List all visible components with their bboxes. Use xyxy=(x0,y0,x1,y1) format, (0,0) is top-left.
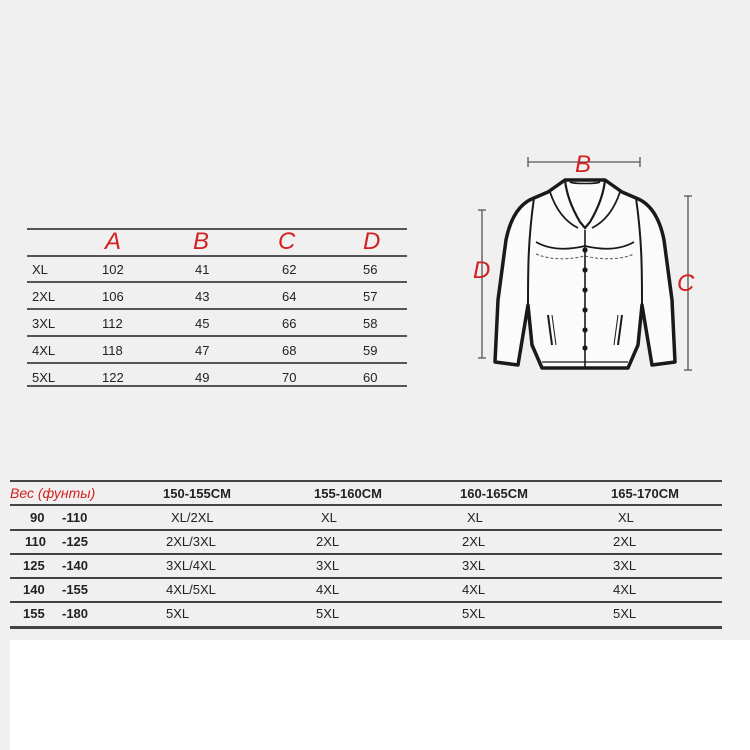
table-rule xyxy=(27,255,407,257)
table-rule xyxy=(10,553,722,555)
table-cell: 3XL xyxy=(613,558,637,573)
size-label: XL xyxy=(32,262,48,277)
weight-to: -155 xyxy=(62,582,89,597)
table-cell: 5XL xyxy=(316,606,340,621)
column-header-a: A xyxy=(105,228,122,255)
table-cell: 3XL xyxy=(316,558,340,573)
table-rule xyxy=(27,335,407,337)
table-cell: 57 xyxy=(363,289,378,304)
column-header-d: D xyxy=(363,228,381,255)
weight-to: -140 xyxy=(62,558,89,573)
table-cell: 49 xyxy=(195,370,210,385)
table-cell: 106 xyxy=(102,289,124,304)
table-cell: 2XL xyxy=(462,534,486,549)
table-cell: 4XL xyxy=(613,582,637,597)
table-cell: 112 xyxy=(102,316,123,331)
table-cell: 68 xyxy=(282,343,297,358)
measure-label-c: C xyxy=(677,270,695,297)
size-label: 2XL xyxy=(32,289,56,304)
table-rule xyxy=(10,504,722,506)
size-label: 5XL xyxy=(32,370,56,385)
weight-to: -180 xyxy=(62,606,89,621)
table-cell: 62 xyxy=(282,262,297,277)
weight-from: 125 xyxy=(23,558,45,573)
weight-from: 155 xyxy=(23,606,45,621)
table-cell: 70 xyxy=(282,370,297,385)
table-rule xyxy=(27,308,407,310)
weight-from: 90 xyxy=(30,510,45,525)
table-cell: 118 xyxy=(102,343,123,358)
table-cell: 41 xyxy=(195,262,210,277)
table-cell: 58 xyxy=(363,316,378,331)
column-header: 160-165CM xyxy=(460,486,528,501)
table-cell: 47 xyxy=(195,343,210,358)
size-label: 4XL xyxy=(32,343,56,358)
table-cell: 59 xyxy=(363,343,378,358)
table-cell: 2XL/3XL xyxy=(166,534,216,549)
table-cell: 102 xyxy=(102,262,124,277)
table-rule xyxy=(27,385,407,387)
jacket-measurement-diagram xyxy=(470,150,700,380)
table-cell: 60 xyxy=(363,370,378,385)
table-cell: 2XL xyxy=(316,534,340,549)
size-label: 3XL xyxy=(32,316,56,331)
table-rule xyxy=(27,362,407,364)
weight-from: 110 xyxy=(25,534,46,549)
column-header: 150-155CM xyxy=(163,486,231,501)
measure-label-b: B xyxy=(575,151,592,178)
jacket-illustration xyxy=(470,150,700,380)
measure-label-d: D xyxy=(473,257,491,284)
weight-to: -110 xyxy=(62,510,88,525)
bottom-blank-area xyxy=(10,640,750,750)
table-cell: 2XL xyxy=(613,534,637,549)
table-rule xyxy=(10,601,722,603)
table-cell: 4XL xyxy=(316,582,340,597)
table-cell: XL xyxy=(618,510,634,525)
table-cell: 45 xyxy=(195,316,210,331)
column-header: 165-170CM xyxy=(611,486,679,501)
table-cell: 4XL/5XL xyxy=(166,582,216,597)
table-cell: 5XL xyxy=(166,606,190,621)
table-cell: 66 xyxy=(282,316,297,331)
table-rule xyxy=(27,281,407,283)
table-cell: 3XL/4XL xyxy=(166,558,216,573)
weight-label: Вес (фунты) xyxy=(10,485,96,501)
table-rule xyxy=(10,577,722,579)
column-header-b: B xyxy=(193,228,210,255)
table-cell: 43 xyxy=(195,289,210,304)
weight-to: -125 xyxy=(62,534,89,549)
table-rule xyxy=(10,626,722,629)
table-cell: XL xyxy=(467,510,483,525)
table-cell: 3XL xyxy=(462,558,486,573)
table-cell: XL xyxy=(321,510,337,525)
table-cell: 56 xyxy=(363,262,378,277)
weight-from: 140 xyxy=(23,582,45,597)
column-header-c: C xyxy=(278,228,296,255)
table-rule xyxy=(10,480,722,482)
table-rule xyxy=(10,529,722,531)
table-rule xyxy=(27,228,407,230)
table-cell: 64 xyxy=(282,289,297,304)
column-header: 155-160CM xyxy=(314,486,382,501)
table-cell: 5XL xyxy=(462,606,486,621)
table-cell: XL/2XL xyxy=(171,510,214,525)
table-cell: 5XL xyxy=(613,606,637,621)
table-cell: 122 xyxy=(102,370,124,385)
table-cell: 4XL xyxy=(462,582,486,597)
